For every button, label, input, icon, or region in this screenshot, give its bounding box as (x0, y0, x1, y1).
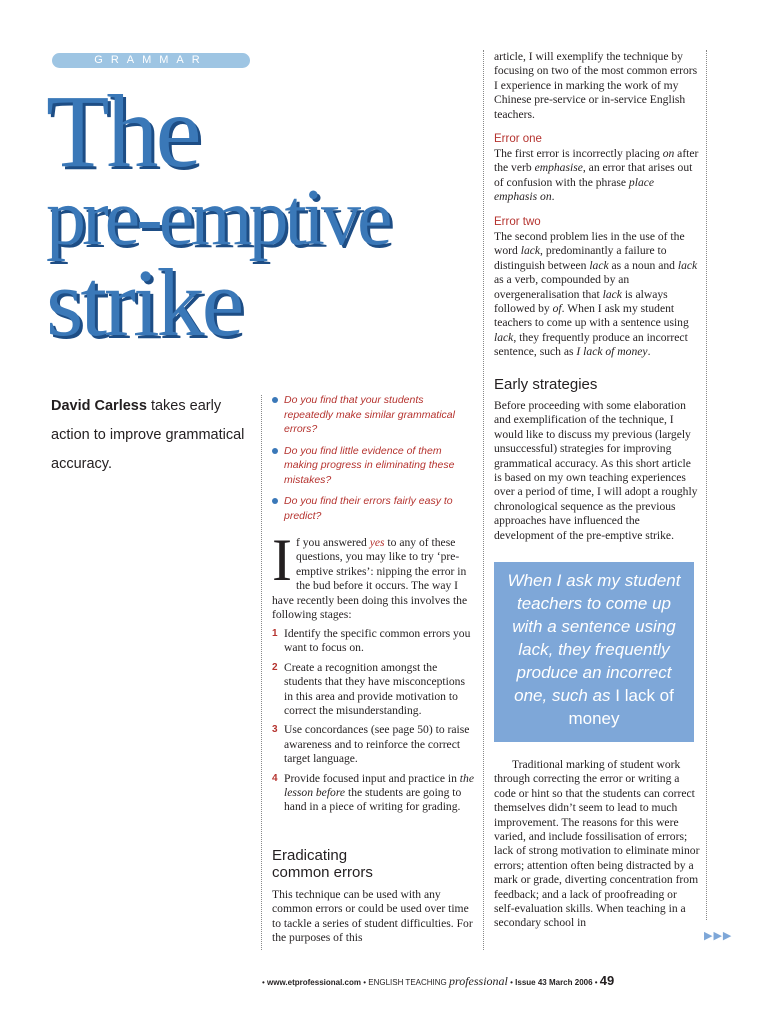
stage-item: 4 Provide focused input and practice in the lesson before the students are going to hand in a piece of writing for grading. (272, 771, 474, 814)
error-two-heading: Error two (494, 216, 541, 228)
standfirst-text: takes early action to improve grammatical accuracy. (51, 398, 245, 472)
headline-line-2: pre-emptive (46, 174, 389, 262)
pull-quote: When I ask my student teachers to come up with a sentence using lack, they frequently produce an incorrect one, such as I lack of money (494, 562, 694, 742)
stage-item: 2 Create a recognition amongst the students that they have misconceptions in this area and provide motivation to correct the misunderstanding. (272, 660, 465, 718)
page-footer: • www.etprofessional.com • ENGLISH TEACHING professional • Issue 43 March 2006 • 49 (262, 973, 615, 988)
column-separator-right (706, 50, 707, 920)
bullet-icon (272, 448, 278, 454)
traditional-marking-paragraph: Traditional marking of student work through correcting the error or writing a code or hint so that the students can correct themselves didn’t seem to lead to much improvement. The reasons for this were varied, and include fossilisation of errors; lack of strong motivation to eliminate minor errors; attention often being distracted by a mark or grade, diverting concentration from feedback; and a lack of proofreading or self-evaluation skills. When teaching in a secondary school in (494, 758, 700, 930)
author-name: David Carless (51, 398, 147, 414)
stage-item: 3 Use concordances (see page 50) to raise awareness and to reinforce the correct target language. (272, 723, 470, 766)
subheading-early-strategies: Early strategies (494, 376, 598, 393)
question-list (272, 393, 472, 530)
question-item: Do you find that your students repeatedly make similar grammatical errors? (272, 393, 472, 437)
footer-url: www.etprofessional.com (267, 978, 361, 987)
footer-issue: Issue 43 March 2006 (515, 978, 593, 987)
headline-line-1: The (46, 74, 199, 189)
headline-line-3: strike (46, 249, 242, 356)
error-one-heading: Error one (494, 133, 542, 145)
column-separator-left (261, 395, 262, 950)
subheading-eradicating: Eradicating common errors (272, 847, 373, 881)
bullet-icon (272, 498, 278, 504)
right-intro-paragraph: article, I will exemplify the technique by focusing on two of the most common errors I experience in marking the work of my Chinese pre-service or in-service English teachers. (494, 50, 698, 121)
section-label: GRAMMAR (52, 53, 250, 68)
eradicating-paragraph: This technique can be used with any common errors or could be used over time to tackle a series of student difficulties. For the purposes of this (272, 888, 473, 945)
question-item: Do you find their errors fairly easy to predict? (272, 494, 472, 523)
intro-paragraph: If you answered yes to any of these questions, you may like to try ‘pre-emptive strikes’: nipping the error in the bud before it occurs. The way I have recently been doing this involves the following stages: (272, 527, 468, 622)
error-one-paragraph: The first error is incorrectly placing on after the verb emphasise, an error that arises out of confusion with the phrase place emphasis on. (494, 147, 699, 204)
page-number: 49 (599, 973, 615, 988)
early-strategies-paragraph: Before proceeding with some elaboration and exemplification of the technique, I would like to discuss my previous (largely unsuccessful) strategies for improving grammatical accuracy. As this short article is based on my own teaching experiences over a period of time, I will adopt a roughly chronological sequence as the previous approaches have influenced the development of the pre-emptive strike. (494, 399, 698, 542)
drop-cap: I (272, 527, 292, 593)
continue-arrows-icon: ▶▶▶ (704, 929, 733, 942)
bullet-icon (272, 397, 278, 403)
stage-item: 1 Identify the specific common errors you want to focus on. (272, 627, 471, 655)
stages-list (272, 627, 474, 820)
question-item: Do you find little evidence of them making progress in eliminating these mistakes? (272, 444, 472, 488)
footer-magazine: professional (449, 974, 508, 988)
column-separator-middle (483, 50, 484, 950)
standfirst (51, 392, 251, 479)
error-two-paragraph: The second problem lies in the use of the word lack, predominantly a failure to distinguish between lack as a noun and lack as a verb, compounded by an overgeneralisation that lack is always followed by of. When I ask my student teachers to come up with a sentence using lack, they frequently produce an incorrect sentence, such as I lack of money. (494, 230, 698, 359)
